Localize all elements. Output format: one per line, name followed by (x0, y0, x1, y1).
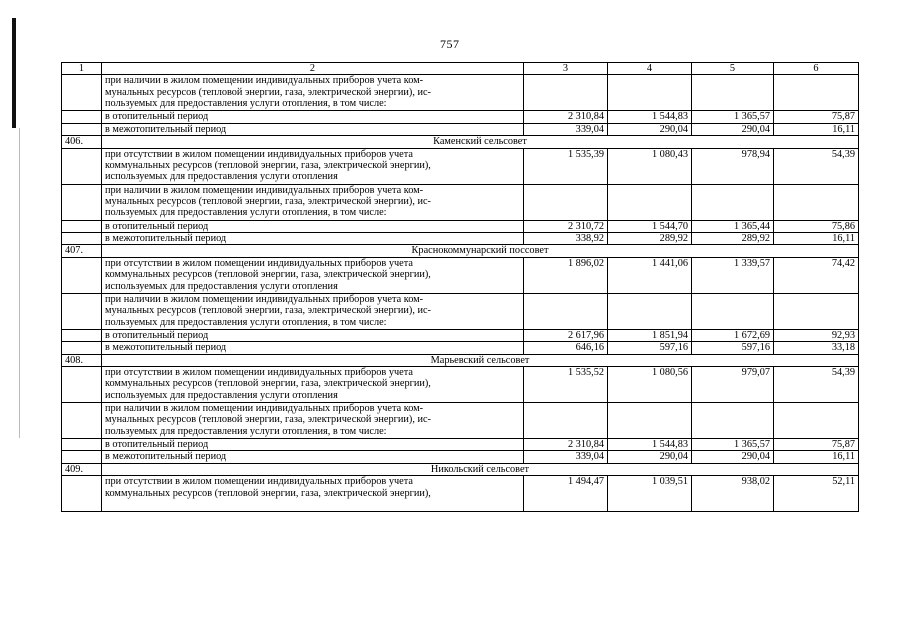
row-number (62, 367, 102, 403)
value-cell-c4: 1 441,06 (608, 257, 692, 293)
value-cell-c3 (524, 75, 608, 111)
table-row (62, 403, 859, 439)
row-number (62, 329, 102, 341)
row-number (62, 184, 102, 220)
row-number (62, 111, 102, 123)
row-description (102, 220, 524, 232)
section-row (62, 245, 859, 257)
description-line: в отопительный период (105, 329, 209, 341)
description-line: в межотопительный период (105, 342, 227, 354)
value-cell-c6: 92,93 (774, 329, 859, 341)
column-number-row (62, 63, 859, 75)
value-cell-c5: 978,94 (692, 148, 774, 184)
value-cell-c3 (524, 184, 608, 220)
description-line: пользуемых для предоставления услуги отопления, в том числе: (105, 98, 387, 110)
description-line: при отсутствии в жилом помещении индивидуальных приборов учета (105, 148, 413, 160)
scan-edge-mark (12, 18, 16, 128)
row-number (62, 439, 102, 451)
row-description (102, 451, 524, 463)
value-cell-c6 (774, 184, 859, 220)
row-description (102, 329, 524, 341)
row-number (62, 403, 102, 439)
value-cell-c5: 289,92 (692, 233, 774, 245)
value-cell-c3: 1 535,52 (524, 367, 608, 403)
section-number: 406. (62, 136, 102, 148)
table-row (62, 184, 859, 220)
section-title: Никольский сельсовет (102, 463, 859, 475)
value-cell-c6 (774, 293, 859, 329)
description-line: используемых для предоставления услуги отопления (105, 171, 338, 183)
value-cell-c5 (692, 293, 774, 329)
row-description (102, 148, 524, 184)
value-cell-c6 (774, 403, 859, 439)
description-line: пользуемых для предоставления услуги отопления, в том числе: (105, 207, 387, 219)
column-header: 2 (102, 63, 524, 75)
value-cell-c4: 290,04 (608, 451, 692, 463)
value-cell-c4: 1 544,70 (608, 220, 692, 232)
description-line: при наличии в жилом помещении индивидуальных приборов учета ком- (105, 184, 424, 196)
row-number (62, 257, 102, 293)
value-cell-c5 (692, 403, 774, 439)
value-cell-c3 (524, 293, 608, 329)
value-cell-c4: 1 039,51 (608, 476, 692, 512)
value-cell-c3: 2 310,72 (524, 220, 608, 232)
value-cell-c3: 2 617,96 (524, 329, 608, 341)
description-line: при наличии в жилом помещении индивидуальных приборов учета ком- (105, 293, 424, 305)
column-header: 6 (774, 63, 859, 75)
row-description (102, 293, 524, 329)
section-row (62, 354, 859, 366)
section-number: 407. (62, 245, 102, 257)
row-description (102, 476, 524, 512)
table-row (62, 367, 859, 403)
section-row (62, 136, 859, 148)
value-cell-c5: 1 339,57 (692, 257, 774, 293)
value-cell-c6: 75,87 (774, 439, 859, 451)
table-row (62, 329, 859, 341)
column-header: 4 (608, 63, 692, 75)
table-row (62, 257, 859, 293)
description-line: в межотопительный период (105, 123, 227, 135)
value-cell-c4: 1 080,56 (608, 367, 692, 403)
description-line: мунальных ресурсов (тепловой энергии, газа, электрической энергии), ис- (105, 86, 431, 98)
value-cell-c5: 1 365,57 (692, 439, 774, 451)
row-number (62, 342, 102, 354)
value-cell-c4: 289,92 (608, 233, 692, 245)
table-row (62, 342, 859, 354)
description-line: в межотопительный период (105, 233, 227, 245)
description-line: при наличии в жилом помещении индивидуальных приборов учета ком- (105, 75, 424, 87)
value-cell-c6: 16,11 (774, 123, 859, 135)
value-cell-c6: 75,87 (774, 111, 859, 123)
value-cell-c6: 33,18 (774, 342, 859, 354)
value-cell-c5: 597,16 (692, 342, 774, 354)
row-description (102, 367, 524, 403)
row-description (102, 123, 524, 135)
section-title: Каменский сельсовет (102, 136, 859, 148)
description-line: в межотопительный период (105, 451, 227, 463)
value-cell-c4: 1 851,94 (608, 329, 692, 341)
section-title: Краснокоммунарский поссовет (102, 245, 859, 257)
section-number: 408. (62, 354, 102, 366)
row-number (62, 220, 102, 232)
value-cell-c5: 1 672,69 (692, 329, 774, 341)
value-cell-c5: 290,04 (692, 123, 774, 135)
value-cell-c5: 1 365,57 (692, 111, 774, 123)
description-line: коммунальных ресурсов (тепловой энергии, газа, электрической энергии), (105, 160, 431, 172)
table-row (62, 220, 859, 232)
row-number (62, 293, 102, 329)
description-line: при отсутствии в жилом помещении индивидуальных приборов учета (105, 476, 413, 488)
value-cell-c3: 338,92 (524, 233, 608, 245)
description-line: мунальных ресурсов (тепловой энергии, газа, электрической энергии), ис- (105, 196, 431, 208)
section-number: 409. (62, 463, 102, 475)
description-line: при наличии в жилом помещении индивидуальных приборов учета ком- (105, 403, 424, 415)
value-cell-c5: 979,07 (692, 367, 774, 403)
value-cell-c3: 339,04 (524, 123, 608, 135)
row-description (102, 111, 524, 123)
value-cell-c5: 938,02 (692, 476, 774, 512)
value-cell-c5 (692, 184, 774, 220)
table-row (62, 148, 859, 184)
description-line: в отопительный период (105, 220, 209, 232)
section-title: Марьевский сельсовет (102, 354, 859, 366)
description-line: коммунальных ресурсов (тепловой энергии, газа, электрической энергии), (105, 378, 431, 390)
row-description (102, 184, 524, 220)
description-line: коммунальных ресурсов (тепловой энергии, газа, электрической энергии), (105, 487, 431, 499)
row-description (102, 257, 524, 293)
value-cell-c4 (608, 75, 692, 111)
value-cell-c4 (608, 184, 692, 220)
column-header: 3 (524, 63, 608, 75)
value-cell-c6: 52,11 (774, 476, 859, 512)
value-cell-c6 (774, 75, 859, 111)
table-row (62, 451, 859, 463)
row-number (62, 123, 102, 135)
value-cell-c3: 2 310,84 (524, 111, 608, 123)
row-description (102, 439, 524, 451)
value-cell-c3: 646,16 (524, 342, 608, 354)
value-cell-c4: 1 544,83 (608, 439, 692, 451)
description-line: пользуемых для предоставления услуги отопления, в том числе: (105, 316, 387, 328)
value-cell-c4 (608, 293, 692, 329)
row-description (102, 403, 524, 439)
value-cell-c3 (524, 403, 608, 439)
value-cell-c4: 597,16 (608, 342, 692, 354)
value-cell-c3: 1 535,39 (524, 148, 608, 184)
table-row (62, 233, 859, 245)
value-cell-c5 (692, 75, 774, 111)
table-row (62, 75, 859, 111)
scan-edge-line (19, 128, 20, 438)
row-number (62, 148, 102, 184)
value-cell-c4: 290,04 (608, 123, 692, 135)
table-row (62, 439, 859, 451)
value-cell-c5: 1 365,44 (692, 220, 774, 232)
table-row (62, 111, 859, 123)
description-line: коммунальных ресурсов (тепловой энергии, газа, электрической энергии), (105, 269, 431, 281)
table-row (62, 123, 859, 135)
value-cell-c6: 54,39 (774, 148, 859, 184)
value-cell-c4 (608, 403, 692, 439)
description-line: в отопительный период (105, 439, 209, 451)
description-line: мунальных ресурсов (тепловой энергии, газа, электрической энергии), ис- (105, 414, 431, 426)
column-header: 1 (62, 63, 102, 75)
row-number (62, 75, 102, 111)
description-line: при отсутствии в жилом помещении индивидуальных приборов учета (105, 257, 413, 269)
value-cell-c4: 1 544,83 (608, 111, 692, 123)
description-line: при отсутствии в жилом помещении индивидуальных приборов учета (105, 367, 413, 379)
description-line: пользуемых для предоставления услуги отопления, в том числе: (105, 425, 387, 437)
value-cell-c6: 74,42 (774, 257, 859, 293)
value-cell-c6: 75,86 (774, 220, 859, 232)
description-line: используемых для предоставления услуги отопления (105, 389, 338, 401)
table-row (62, 476, 859, 512)
row-description (102, 75, 524, 111)
table-row (62, 293, 859, 329)
value-cell-c3: 2 310,84 (524, 439, 608, 451)
description-line: используемых для предоставления услуги отопления (105, 280, 338, 292)
description-line: мунальных ресурсов (тепловой энергии, газа, электрической энергии), ис- (105, 305, 431, 317)
value-cell-c6: 16,11 (774, 233, 859, 245)
value-cell-c3: 1 896,02 (524, 257, 608, 293)
value-cell-c6: 16,11 (774, 451, 859, 463)
row-number (62, 451, 102, 463)
value-cell-c5: 290,04 (692, 451, 774, 463)
row-number (62, 233, 102, 245)
row-description (102, 233, 524, 245)
description-line: в отопительный период (105, 111, 209, 123)
value-cell-c6: 54,39 (774, 367, 859, 403)
row-number (62, 476, 102, 512)
table-body (62, 75, 859, 512)
page-number: 757 (440, 37, 460, 51)
column-header: 5 (692, 63, 774, 75)
value-cell-c4: 1 080,43 (608, 148, 692, 184)
value-cell-c3: 1 494,47 (524, 476, 608, 512)
row-description (102, 342, 524, 354)
section-row (62, 463, 859, 475)
tariff-table (61, 62, 859, 512)
value-cell-c3: 339,04 (524, 451, 608, 463)
